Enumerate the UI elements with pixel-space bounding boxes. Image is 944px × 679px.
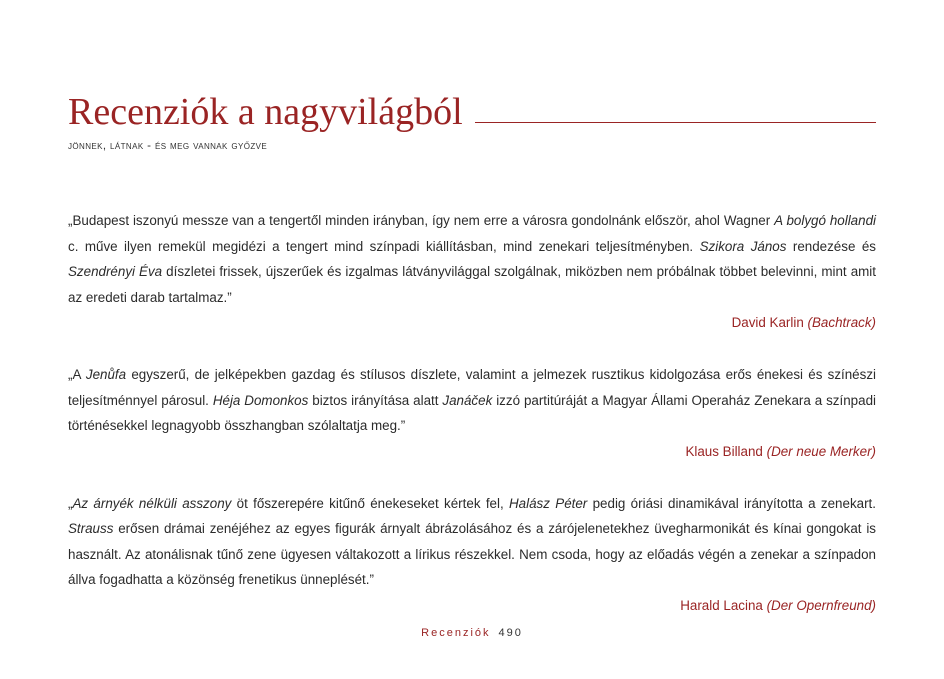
quote-segment-italic: Szikora János [699,238,787,254]
review-attribution [68,439,876,464]
quote-segment-italic: Halász Péter [509,495,588,511]
quote-segment-italic: Janáček [442,392,493,408]
quote-segment-italic: Jenůfa [85,367,127,382]
title-rule [475,122,876,123]
review-source: (Der neue Merker) [766,443,876,459]
quote-segment: öt főszerepére kitűnő énekeseket kértek fel, [231,495,510,511]
review-source: (Der Opernfreund) [766,597,876,613]
quote-segment: izzó partitúráját a Magyar Állami Operaház Zenekara a színpadi történésekkel legnagyobb összhangban szólaltatja meg.” [68,392,876,433]
quote-segment-italic: Héja Domonkos [212,392,309,408]
review-attribution [68,310,876,335]
page-title: Recenziók a nagyvilágból [68,91,463,133]
quote-segment: „ [68,495,73,511]
review-block [68,208,876,335]
quote-segment: egyszerű, de jelképekben gazdag és stílusos díszlete, valamint a jelmezek rusztikus kidolgozása erős énekesi és színészi teljesítménnyel párosul. [68,367,876,408]
reviews-list [68,208,876,645]
page-number: 490 [498,627,523,639]
quote-segment-italic: Szendrényi Éva [68,264,163,279]
quote-segment: „Budapest iszonyú messze van a tengertől minden irányban, így nem erre a városra gondolnánk először, ahol Wagner [68,213,775,228]
subtitle-text: jönnek, látnak - és meg vannak győzve [68,140,268,152]
review-source: (Bachtrack) [807,315,876,330]
review-quote [68,491,876,593]
footer-section-name: Recenziók [421,627,491,639]
review-author: Klaus Billand [685,443,763,459]
page-subtitle [68,140,267,152]
review-quote [68,208,876,310]
quote-segment: díszletei frissek, újszerűek és izgalmas látványvilággal szolgálnak, miközben nem próbálnak többet belevinni, mint amit az eredeti darab tartalmaz.” [68,264,876,305]
review-block [68,491,876,618]
quote-segment: rendezése és [786,238,876,254]
quote-segment: pedig óriási dinamikával irányította a zenekart. [587,495,876,511]
review-block [68,362,876,464]
quote-segment: „A [68,367,86,382]
review-author: Harald Lacina [680,597,763,613]
review-attribution [68,593,876,618]
quote-segment: erősen drámai zenéjéhez az egyes figurák árnyalt ábrázolásához és a zárójelenetekhez üvegharmonikát és kínai gongokat is használt. Az atonálisnak tűnő zene ügyesen váltakozott a lírikus részekkel. Nem csoda, hogy az előadás végén a zenekar a színpadon állva fogadhatta a közönség frenetikus ünneplését.” [68,521,876,587]
quote-segment: biztos irányítása alatt [308,392,443,408]
review-quote [68,362,876,439]
review-author: David Karlin [731,315,804,330]
page-heading [68,92,876,132]
quote-segment-italic: Az árnyék nélküli asszony [72,495,232,511]
quote-segment: c. műve ilyen remekül megidézi a tengert mind színpadi kiállításban, mind zenekari teljesítményben. [68,238,700,254]
quote-segment-italic: Strauss [68,521,114,536]
quote-segment-italic: A bolygó hollandi [774,213,876,228]
page-footer [0,627,944,639]
